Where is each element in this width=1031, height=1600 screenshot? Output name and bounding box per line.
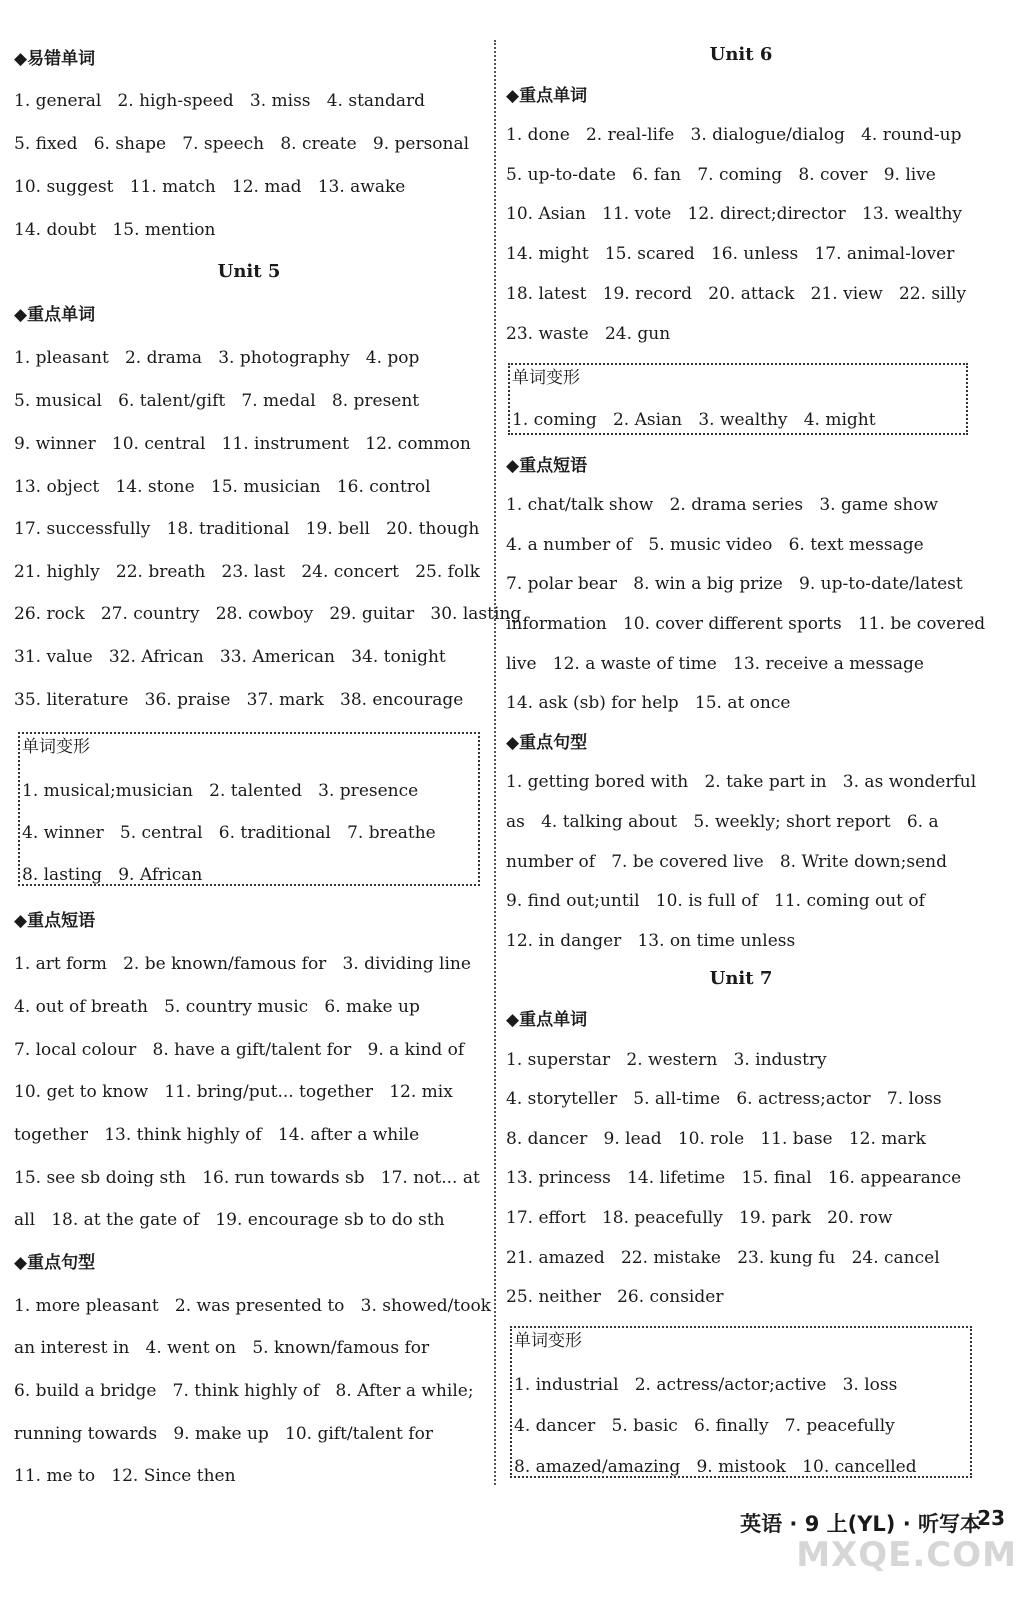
watermark: MXQE.COM	[796, 1535, 1017, 1575]
unit6-word-forms-box	[508, 363, 968, 435]
unit5-phrase-line: 7. local colour 8. have a gift/talent for 9. a kind of	[14, 1040, 465, 1060]
unit5-phrase-line: 15. see sb doing sth 16. run towards sb 17. not... at	[14, 1168, 480, 1188]
unit6-sentence-line: number of 7. be covered live 8. Write down;send	[506, 852, 947, 872]
unit6-words-line: 14. might 15. scared 16. unless 17. animal-lover	[506, 244, 955, 264]
yicuo-line: 1. general 2. high-speed 3. miss 4. standard	[14, 91, 426, 111]
unit5-title: Unit 5	[217, 261, 281, 282]
unit5-phrase-line: all 18. at the gate of 19. encourage sb to do sth	[14, 1210, 445, 1230]
unit6-title: Unit 6	[709, 44, 773, 65]
unit7-title: Unit 7	[709, 968, 773, 989]
yicuo-heading: ◆易错单词	[14, 49, 96, 69]
unit5-phrase-line: together 13. think highly of 14. after a while	[14, 1125, 420, 1145]
unit5-words-line: 17. successfully 18. traditional 19. bell 20. though	[14, 519, 480, 539]
footer-title: 英语 · 9 上(YL) · 听写本	[740, 1512, 981, 1536]
unit6-phrase-line: information 10. cover different sports 11. be covered	[506, 614, 986, 634]
unit5-sentence-line: 6. build a bridge 7. think highly of 8. After a while;	[14, 1381, 474, 1401]
box-line: 4. dancer 5. basic 6. finally 7. peacefully	[514, 1416, 895, 1436]
unit6-words-line: 1. done 2. real-life 3. dialogue/dialog 4. round-up	[506, 125, 962, 145]
yicuo-line: 10. suggest 11. match 12. mad 13. awake	[14, 177, 406, 197]
unit7-words-line: 17. effort 18. peacefully 19. park 20. row	[506, 1208, 893, 1228]
unit7-words-line: 1. superstar 2. western 3. industry	[506, 1050, 827, 1070]
unit5-words-heading: ◆重点单词	[14, 305, 96, 325]
unit5-sentences-heading: ◆重点句型	[14, 1253, 96, 1273]
unit6-sentence-line: 1. getting bored with 2. take part in 3. as wonderful	[506, 772, 977, 792]
unit5-sentence-line: 1. more pleasant 2. was presented to 3. showed/took	[14, 1296, 491, 1316]
unit7-words-line: 4. storyteller 5. all-time 6. actress;actor 7. loss	[506, 1089, 942, 1109]
unit5-words-line: 26. rock 27. country 28. cowboy 29. guitar 30. lasting	[14, 604, 522, 624]
yicuo-line: 14. doubt 15. mention	[14, 220, 216, 240]
unit7-words-heading: ◆重点单词	[506, 1010, 588, 1030]
box-label: 单词变形	[514, 1331, 582, 1351]
unit6-phrase-line: 4. a number of 5. music video 6. text message	[506, 535, 924, 555]
unit5-word-forms-box	[18, 732, 480, 886]
unit6-words-line: 10. Asian 11. vote 12. direct;director 13. wealthy	[506, 204, 963, 224]
unit6-words-line: 18. latest 19. record 20. attack 21. view 22. silly	[506, 284, 967, 304]
unit5-sentence-line: an interest in 4. went on 5. known/famous for	[14, 1338, 430, 1358]
unit5-words-line: 21. highly 22. breath 23. last 24. concert 25. folk	[14, 562, 480, 582]
unit5-words-line: 5. musical 6. talent/gift 7. medal 8. present	[14, 391, 420, 411]
unit5-phrases-heading: ◆重点短语	[14, 911, 96, 931]
unit5-words-line: 9. winner 10. central 11. instrument 12. common	[14, 434, 471, 454]
unit6-phrase-line: 7. polar bear 8. win a big prize 9. up-to-date/latest	[506, 574, 963, 594]
unit6-sentences-heading: ◆重点句型	[506, 733, 588, 753]
box-line: 8. amazed/amazing 9. mistook 10. cancelled	[514, 1457, 917, 1477]
unit6-phrases-heading: ◆重点短语	[506, 456, 588, 476]
unit5-words-line: 13. object 14. stone 15. musician 16. control	[14, 477, 431, 497]
unit6-sentence-line: 9. find out;until 10. is full of 11. coming out of	[506, 891, 925, 911]
unit7-word-forms-box	[510, 1326, 972, 1478]
unit5-words-line: 35. literature 36. praise 37. mark 38. encourage	[14, 690, 464, 710]
unit5-phrase-line: 1. art form 2. be known/famous for 3. dividing line	[14, 954, 471, 974]
unit5-phrase-line: 10. get to know 11. bring/put... together 12. mix	[14, 1082, 453, 1102]
box-line: 1. musical;musician 2. talented 3. presence	[22, 781, 419, 801]
box-line: 1. coming 2. Asian 3. wealthy 4. might	[512, 410, 876, 430]
unit6-sentence-line: as 4. talking about 5. weekly; short report 6. a	[506, 812, 939, 832]
unit7-words-line: 8. dancer 9. lead 10. role 11. base 12. mark	[506, 1129, 926, 1149]
unit5-sentence-line: running towards 9. make up 10. gift/talent for	[14, 1424, 433, 1444]
unit7-words-line: 13. princess 14. lifetime 15. final 16. appearance	[506, 1168, 962, 1188]
unit6-phrase-line: 1. chat/talk show 2. drama series 3. game show	[506, 495, 939, 515]
box-line: 8. lasting 9. African	[22, 865, 203, 885]
unit5-sentence-line: 11. me to 12. Since then	[14, 1466, 236, 1486]
box-label: 单词变形	[512, 368, 580, 388]
unit6-phrase-line: 14. ask (sb) for help 15. at once	[506, 693, 791, 713]
unit6-sentence-line: 12. in danger 13. on time unless	[506, 931, 796, 951]
box-line: 4. winner 5. central 6. traditional 7. breathe	[22, 823, 436, 843]
yicuo-line: 5. fixed 6. shape 7. speech 8. create 9. personal	[14, 134, 470, 154]
unit6-words-heading: ◆重点单词	[506, 86, 588, 106]
box-label: 单词变形	[22, 737, 90, 757]
box-line: 1. industrial 2. actress/actor;active 3. loss	[514, 1375, 898, 1395]
unit6-phrase-line: live 12. a waste of time 13. receive a message	[506, 654, 924, 674]
unit5-phrase-line: 4. out of breath 5. country music 6. make up	[14, 997, 420, 1017]
unit5-words-line: 31. value 32. African 33. American 34. tonight	[14, 647, 446, 667]
unit5-words-line: 1. pleasant 2. drama 3. photography 4. pop	[14, 348, 420, 368]
column-divider	[494, 40, 496, 1485]
unit7-words-line: 25. neither 26. consider	[506, 1287, 724, 1307]
page-number: 23	[977, 1506, 1005, 1530]
unit7-words-line: 21. amazed 22. mistake 23. kung fu 24. cancel	[506, 1248, 940, 1268]
unit6-words-line: 23. waste 24. gun	[506, 324, 671, 344]
unit6-words-line: 5. up-to-date 6. fan 7. coming 8. cover 9. live	[506, 165, 936, 185]
